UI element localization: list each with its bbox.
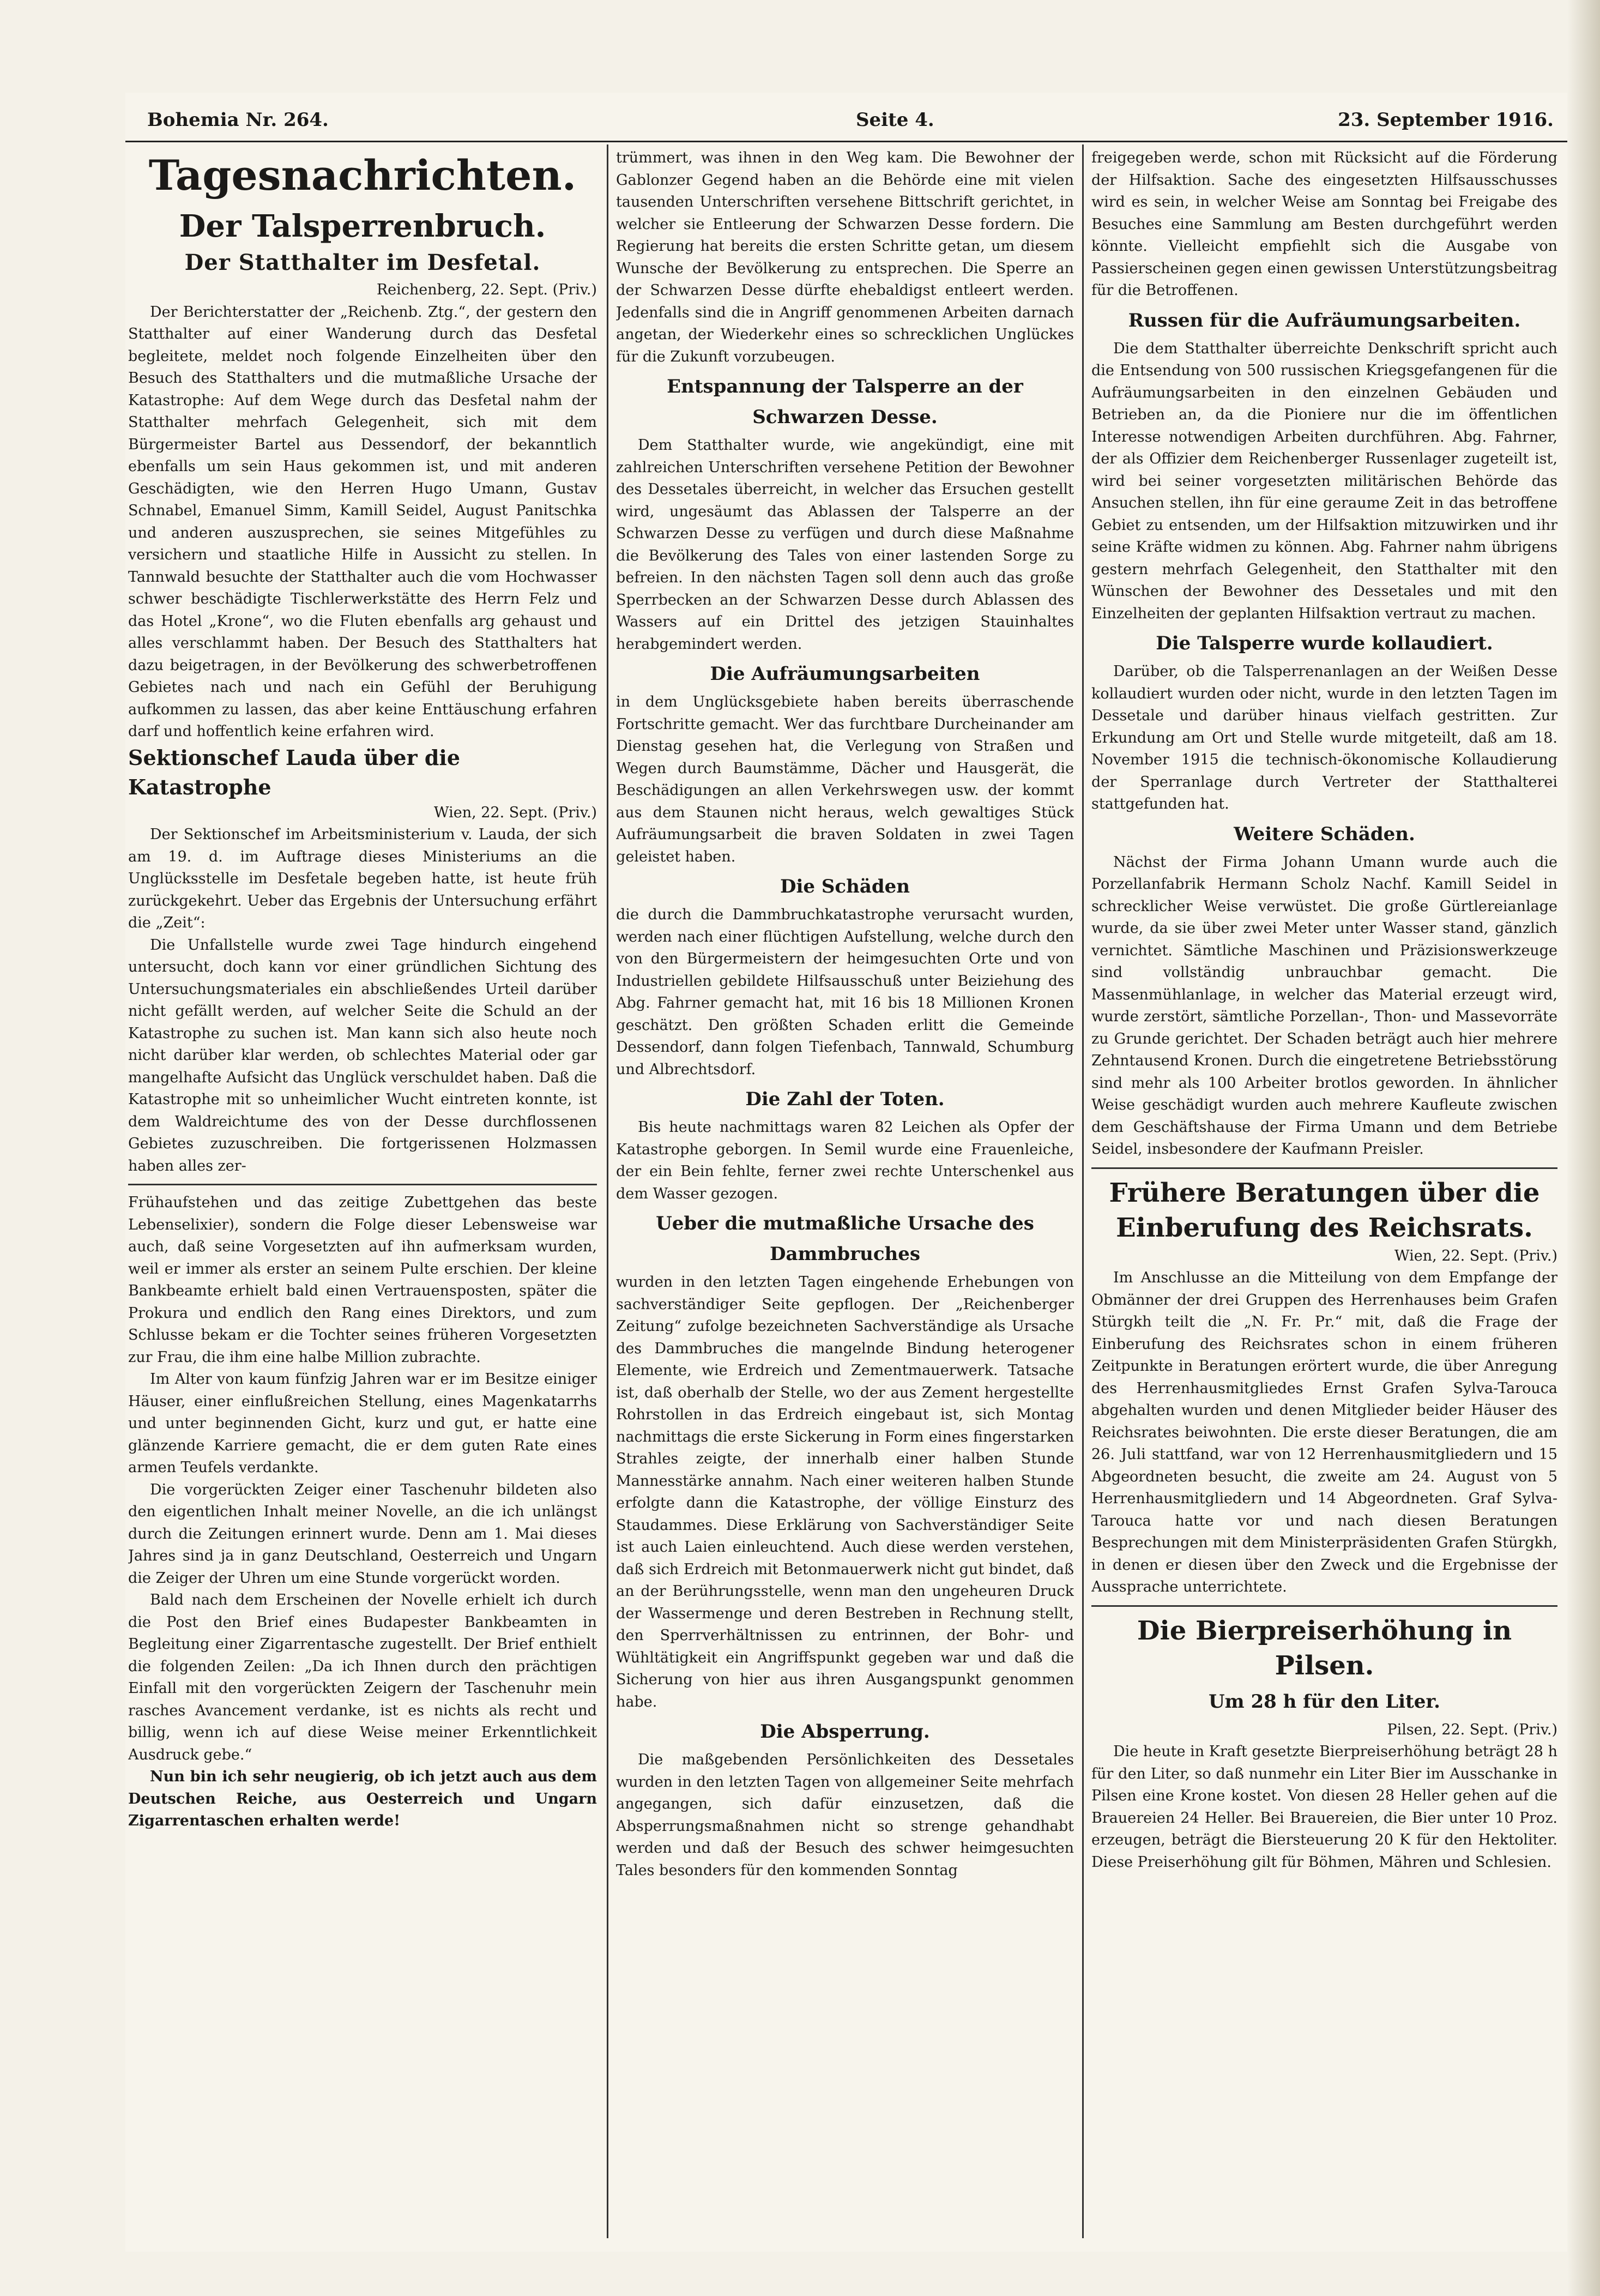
- article-paragraph: Die heute in Kraft gesetzte Bierpreiserhöhung beträgt 28 h für den Liter, so daß nunmehr ein Liter Bier im Ausschanke in Pilsen eine Krone kostet. Von diesen 28 Heller gehen auf die Brauereien 24 Heller. Bei Brauereien, die Bier unter 10 Proz. erzeugen, beträgt die Biersteuerung 20 K für den Hektoliter. Diese Preiserhöhung gilt für Böhmen, Mähren und Schlesien.: [1091, 1743, 1557, 1871]
- article-subheadline: Die Aufräumungsarbeiten: [710, 663, 980, 685]
- article-subheadline: Weitere Schäden.: [1234, 823, 1415, 845]
- article-paragraph: Die dem Statthalter überreichte Denkschrift spricht auch die Entsendung von 500 russischen Kriegsgefangenen für die Aufräumungsarbeiten in den einzelnen Gebäuden und Betrieben an, da die Pioniere nur die im öffentlichen Interesse notwendigen Arbeiten durchführen. Abg. Fahrner, der als Offizier dem Reichenberger Russenlager zugeteilt ist, wird bei seiner vorgesetzten militärischen Behörde das Ansuchen stellen, ihn für eine geraume Zeit in das betroffene Gebiet zu entsenden, um der Hilfsaktion mitzuwirken und ihr seine Kräfte widmen zu können. Abg. Fahrner nahm übrigens gestern mehrfach Gelegenheit, den Statthalter mit den Wünschen der Bewohner des Dessetales und mit den Einzelheiten der geplanten Hilfsaktion vertraut zu machen.: [1091, 340, 1557, 622]
- column-2: [616, 147, 1074, 2246]
- article-subheadline: Ueber die mutmaßliche Ursache des Dammbruches: [656, 1213, 1034, 1265]
- article-paragraph: Darüber, ob die Talsperrenanlagen an der Weißen Desse kollaudiert wurden oder nicht, wurde in den letzten Tagen im Dessetale und darüber hinaus vielfach gestritten. Zur Erkundung am Ort und Stelle wurde mitgeteilt, daß am 18. November 1915 die technisch-ökonomische Kollaudierung der Sperranlage durch Vertreter der Statthalterei stattgefunden hat.: [1091, 663, 1557, 812]
- header-rule: [125, 141, 1575, 142]
- feuilleton-paragraph: Frühaufstehen und das zeitige Zubettgehen das beste Lebenselixier), sondern die Folge dieser Lebensweise war auch, daß seine Vorgesetzten auf ihn aufmerksam wurden, weil er immer als erster an seinem Pulte erschien. Der kleine Bankbeamte erhielt bald einen Vertrauensposten, später die Prokura und endlich den Rang eines Direktors, und zum Schlusse bekam er die Tochter seines früheren Vorgesetzten zur Frau, die ihm eine halbe Million zubrachte.: [128, 1194, 597, 1366]
- article-subheadline: Der Statthalter im Desfetal.: [184, 250, 541, 275]
- column-divider: [607, 144, 608, 2238]
- dateline: Pilsen, 22. Sept. (Priv.): [1387, 1721, 1557, 1738]
- article-paragraph: trümmert, was ihnen in den Weg kam. Die Bewohner der Gablonzer Gegend haben an die Behörde eine mit vielen tausenden Unterschriften versehene Bittschrift gerichtet, in welcher sie Entleerung der Schwarzen Desse fordern. Die Regierung hat bereits die ersten Schritte getan, um diesem Wunsche der Bevölkerung zu entsprechen. Die Sperre an der Schwarzen Desse dürfte ehebaldigst entleert werden. Jedenfalls sind die in Angriff genommenen Arbeiten darnach angetan, der Wiederkehr eines so schrecklichen Unglückes für die Zukunft vorzubeugen.: [616, 149, 1074, 365]
- dateline: Reichenberg, 22. Sept. (Priv.): [376, 281, 597, 298]
- scan-edge-shadow: [1567, 0, 1600, 2296]
- article-headline: Frühere Beratungen über die Einberufung des Reichsrats.: [1109, 1177, 1540, 1243]
- newspaper-page: [125, 93, 1575, 2252]
- article-subheadline: Um 28 h für den Liter.: [1208, 1690, 1441, 1713]
- article-headline: Die Bierpreiserhöhung in Pilsen.: [1137, 1615, 1512, 1681]
- article-paragraph: freigegeben werde, schon mit Rücksicht auf die Förderung der Hilfsaktion. Sache des eingesetzten Hilfsausschusses wird es sein, in welcher Weise am Sonntag bei Freigabe des Besuches eine Sammlung am Besten durchgeführt werden könnte. Vielleicht empfiehlt sich die Ausgabe von Passierscheinen gegen einen gewissen Unterstützungsbeitrag für die Betroffenen.: [1091, 149, 1557, 299]
- feuilleton-paragraph: Nun bin ich sehr neugierig, ob ich jetzt auch aus dem Deutschen Reiche, aus Oesterreich und Ungarn Zigarrentaschen erhalten werde!: [128, 1768, 597, 1829]
- article-subheadline: Die Schäden: [780, 876, 910, 897]
- article-paragraph: in dem Unglücksgebiete haben bereits überraschende Fortschritte gemacht. Wer das furchtbare Durcheinander am Dienstag gesehen hat, die Verlegung von Straßen und Wegen durch Baumstämme, Dächer und Hausgerät, die Beschädigungen an allen Verkehrswegen usw. der kommt aus dem Staunen nicht heraus, welch gewaltiges Stück Aufräumungsarbeit die braven Soldaten in zwei Tagen geleistet haben.: [616, 694, 1074, 865]
- article-paragraph: Bis heute nachmittags waren 82 Leichen als Opfer der Katastrophe geborgen. In Semil wurde eine Frauenleiche, der ein Bein fehlte, ferner zwei rechte Unterschenkel aus dem Wasser gezogen.: [616, 1119, 1074, 1202]
- issue-number: Bohemia Nr. 264.: [147, 109, 329, 131]
- column-1: [128, 147, 597, 2246]
- dateline: Wien, 22. Sept. (Priv.): [1394, 1247, 1557, 1264]
- article-paragraph: Der Sektionschef im Arbeitsministerium v. Lauda, der sich am 19. d. im Auftrage dieses Ministeriums an die Unglücksstelle im Desfetale begeben hatte, ist heute früh zurückgekehrt. Ueber das Ergebnis der Untersuchung erfährt die „Zeit“:: [128, 826, 597, 931]
- issue-date: 23. September 1916.: [1338, 109, 1554, 131]
- feuilleton-rule: [128, 1184, 597, 1185]
- article-paragraph: Dem Statthalter wurde, wie angekündigt, eine mit zahlreichen Unterschriften versehene Petition der Bewohner des Dessetales überreicht, in welcher das Ersuchen gestellt wird, ungesäumt das Ablassen der Talsperre an der Schwarzen Desse zu verfügen und durch diese Maßnahme die Bevölkerung des Tales von einer lastenden Sorge zu befreien. In den nächsten Tagen soll denn auch das große Sperrbecken an der Schwarzen Desse durch Ablassen des Wassers auf ein Drittel des jetzigen Stauinhaltes herabgemindert werden.: [616, 437, 1074, 653]
- article-subheadline: Die Zahl der Toten.: [745, 1088, 945, 1110]
- column-divider: [1082, 144, 1084, 2238]
- page-header: [147, 99, 1554, 137]
- article-headline: Der Talsperrenbruch.: [179, 208, 546, 244]
- section-title: Tagesnachrichten.: [148, 151, 577, 200]
- feuilleton-paragraph: Die vorgerückten Zeiger einer Taschenuhr bildeten also den eigentlichen Inhalt meiner Novelle, an die ich unlängst durch die Zeitungen erinnert wurde. Denn am 1. Mai dieses Jahres sind ja in ganz Deutschland, Oesterreich und Ungarn die Zeiger der Uhren um eine Stunde vorgerückt worden.: [128, 1481, 597, 1587]
- article-paragraph: Nächst der Firma Johann Umann wurde auch die Porzellanfabrik Hermann Scholz Nachf. Kamill Seidel in schrecklicher Weise verwüstet. Die große Gürtlereianlage wurde, da sie über zwei Meter unter Wasser stand, gänzlich vernichtet. Sämtliche Maschinen und Präzisionswerkzeuge sind vollständig unbrauchbar gemacht. Die Massenmühlanlage, in welcher das Material erzeugt wird, wurde zerstört, sämtliche Porzellan-, Thon- und Massevorräte zu Grunde gerichtet. Der Schaden beträgt auch hier mehrere Zehntausend Kronen. Durch die eingetretene Betriebsstörung sind mehr als 100 Arbeiter brotlos geworden. In ähnlicher Weise geschädigt wurden auch mehrere Kaufleute zwischen dem Geschäftshause der Firma Umann und dem Betriebe Seidel, insbesondere der Kaufmann Preisler.: [1091, 853, 1557, 1158]
- article-paragraph: die durch die Dammbruchkatastrophe verursacht wurden, werden nach einer flüchtigen Aufstellung, welche durch den von den Bürgermeistern der heimgesuchten Orte und von Industriellen gebildete Hilfsausschuß unter Beiziehung des Abg. Fahrner gemacht hat, mit 16 bis 18 Millionen Kronen geschätzt. Den größten Schaden erlitt die Gemeinde Dessendorf, dann folgen Tiefenbach, Tannwald, Schumburg und Albrechtsdorf.: [616, 906, 1074, 1078]
- article-subheadline: Entspannung der Talsperre an der Schwarzen Desse.: [667, 376, 1023, 428]
- article-rule: [1091, 1167, 1557, 1169]
- article-paragraph: Der Berichterstatter der „Reichenb. Ztg.“, der gestern den Statthalter auf einer Wanderung durch das Desfetal begleitete, meldet noch folgende Einzelheiten über den Besuch des Statthalters und die mutmaßliche Ursache der Katastrophe: Auf dem Wege durch das Desfetal nahm der Statthalter mehrfach Gelegenheit, sich mit dem Bürgermeister Bartel aus Dessendorf, der bekanntlich ebenfalls um sein Haus gekommen ist, und mit anderen Geschädigten, wie den Herren Hugo Umann, Gustav Schnabel, Emanuel Simm, Kamill Seidel, August Panitschka und anderen auszusprechen, sie seines Mitgefühles zu versichern und staatliche Hilfe in Aussicht zu stellen. In Tannwald besuchte der Statthalter auch die vom Hochwasser schwer beschädigte Tischlerwerkstätte des Herrn Felz und das Hotel „Krone“, wo die Fluten ebenfalls arg gehaust und alles verschlammt haben. Der Besuch des Statthalters hat dazu beigetragen, in der Bevölkerung des schwerbetroffenen Gebietes nach und nach ein Gefühl der Beruhigung aufkommen zu lassen, das aber keine Enttäuschung erfahren darf und hoffentlich keine erfahren wird.: [128, 303, 597, 740]
- column-3: [1091, 147, 1557, 2246]
- article-paragraph: Im Anschlusse an die Mitteilung von dem Empfange der Obmänner der drei Gruppen des Herrenhauses beim Grafen Stürgkh teilt die „N. Fr. Pr.“ mit, daß die Frage der Einberufung des Reichsrates schon in einem früheren Zeitpunkte in Beratungen erörtert wurde, die über Anregung des Herrenhausmitgliedes Ernst Grafen Sylva-Tarouca abgehalten wurden und denen Mitglieder beider Häuser des Reichsrates beiwohnten. Die erste dieser Beratungen, die am 26. Juli stattfand, war von 12 Herrenhausmitgliedern und 15 Abgeordneten besucht, die zweite am 24. August von 5 Herrenhausmitgliedern und 14 Abgeordneten. Graf Sylva-Tarouca hatte vor und nach diesen Beratungen Besprechungen mit dem Ministerpräsidenten Grafen Stürgkh, in denen er diesen über den Zweck und die Ergebnisse der Aussprache unterrichtete.: [1091, 1269, 1557, 1595]
- article-subheadline: Die Talsperre wurde kollaudiert.: [1156, 632, 1493, 654]
- feuilleton-paragraph: Bald nach dem Erscheinen der Novelle erhielt ich durch die Post den Brief eines Budapester Bankbeamten in Begleitung einer Zigarrentasche zugestellt. Der Brief enthielt die folgenden Zeilen: „Da ich Ihnen durch den prächtigen Einfall mit den vorgerückten Zeigern der Taschenuhr mein rasches Avancement verdanke, ist es nichts als recht und billig, wenn ich auf diese Weise meiner Erkenntlichkeit Ausdruck gebe.“: [128, 1592, 597, 1763]
- article-paragraph: Die maßgebenden Persönlichkeiten des Dessetales wurden in den letzten Tagen von allgemeiner Seite mehrfach angegangen, sich dafür einzusetzen, daß die Absperrungsmaßnahmen nicht so strenge gehandhabt werden und daß der Besuch des schwer heimgesuchten Tales besonders für den kommenden Sonntag: [616, 1751, 1074, 1879]
- dateline: Wien, 22. Sept. (Priv.): [433, 804, 597, 821]
- article-paragraph: Die Unfallstelle wurde zwei Tage hindurch eingehend untersucht, doch kann vor einer gründlichen Sichtung des Untersuchungsmateriales ein abschließendes Urteil darüber nicht gefällt werden, auf welcher Seite die Schuld an der Katastrophe zu suchen ist. Man kann sich also heute noch nicht darüber klar werden, ob schlechtes Material oder gar mangelhafte Aufsicht das Unglück verschuldet haben. Daß die Katastrophe mit so unheimlicher Wucht eintreten konnte, ist dem Waldreichtume des von der Desse durchflossenen Gebietes zuzuschreiben. Die fortgerissenen Holzmassen haben alles zer-: [128, 936, 597, 1174]
- article-paragraph: wurden in den letzten Tagen eingehende Erhebungen von sachverständiger Seite gepflogen. Der „Reichenberger Zeitung“ zufolge bezeichneten Sachverständige als Ursache des Dammbruches die mangelnde Bindung heterogener Elemente, wie Erdreich und Zementmauerwerk. Tatsache ist, daß oberhalb der Stelle, wo der aus Zement hergestellte Rohrstollen in das Erdreich eingebaut ist, sich Montag nachmittags die erste Sickerung in Form eines fingerstarken Strahles zeigte, der innerhalb einer halben Stunde Mannesstärke annahm. Nach einer weiteren halben Stunde erfolgte dann die Katastrophe, der völlige Einsturz des Staudammes. Diese Erklärung von Sachverständiger Seite ist auch Laien einleuchtend. Auch diese werden verstehen, daß sich Erdreich mit Betonmauerwerk nicht gut bindet, daß an der Berührungsstelle, wenn man den ungeheuren Druck der Wassermenge und deren Bestreben in Rechnung stellt, den Sperrverhältnissen zu entrinnen, der Bohr- und Wühltätigkeit ein Angriffspunkt gegeben war und daß die Sicherung von hier aus ihren Ausgangspunkt genommen habe.: [616, 1274, 1074, 1710]
- article-rule: [1091, 1605, 1557, 1607]
- feuilleton-paragraph: Im Alter von kaum fünfzig Jahren war er im Besitze einiger Häuser, einer einflußreichen Stellung, eines Magenkatarrhs und unter beginnenden Gicht, kurz und gut, er hatte eine glänzende Karriere gemacht, die er dem guten Rate eines armen Teufels verdankte.: [128, 1371, 597, 1476]
- article-subheadline: Die Absperrung.: [760, 1721, 930, 1743]
- article-subheadline: Russen für die Aufräumungsarbeiten.: [1128, 309, 1521, 332]
- page-number: Seite 4.: [856, 109, 934, 131]
- article-subheadline: Sektionschef Lauda über die Katastrophe: [128, 745, 461, 799]
